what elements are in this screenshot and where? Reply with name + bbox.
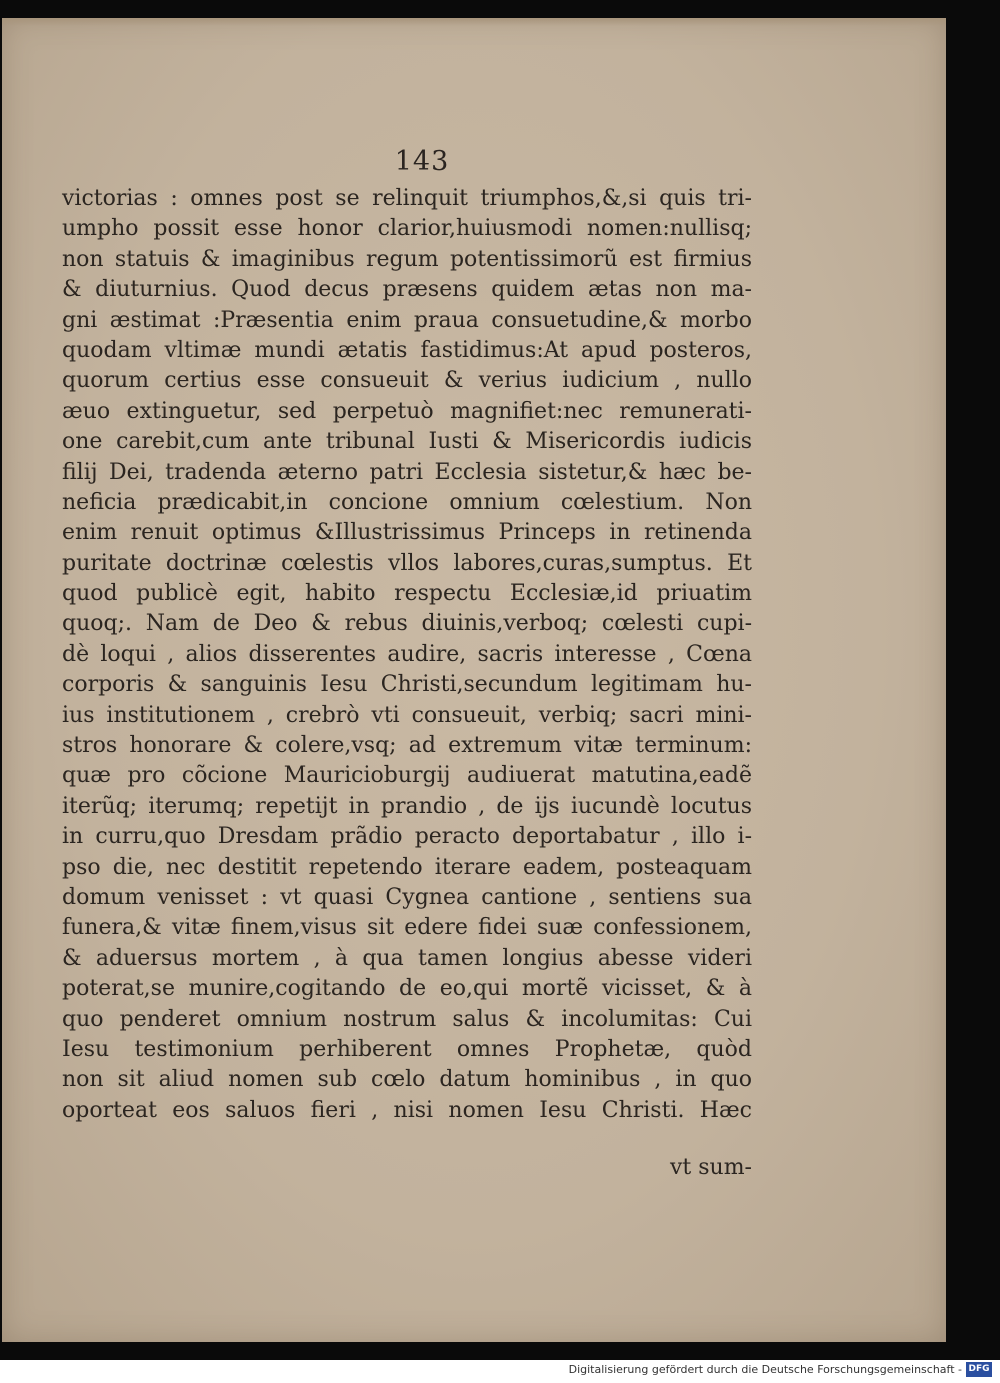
- book-page: [2, 18, 946, 1342]
- page-top-edge: [2, 18, 946, 26]
- text-line: quo penderet omnium nostrum salus & incolumitas: Cui: [62, 1006, 752, 1032]
- text-line: enim renuit optimus &Illustrissimus Princeps in retinenda: [62, 520, 752, 546]
- text-line: oporteat eos saluos fieri , nisi nomen Iesu Christi. Hæc: [62, 1097, 752, 1123]
- dfg-logo-icon: DFG: [966, 1362, 992, 1377]
- text-line: corporis & sanguinis Iesu Christi,secundum legitimam hu-: [62, 672, 752, 698]
- text-line: puritate doctrinæ cœlestis vllos labores,curas,sumptus. Et: [62, 550, 752, 576]
- text-line: quæ pro cõcione Mauricioburgij audiuerat matutina,eadẽ: [62, 763, 752, 789]
- text-line: quod publicè egit, habito respectu Ecclesiæ,id priuatim: [62, 581, 752, 607]
- text-line: stros honorare & colere,vsq; ad extremum vitæ terminum:: [62, 733, 752, 759]
- body-text: [62, 184, 752, 1126]
- text-line: quoq;. Nam de Deo & rebus diuinis,verboq; cœlesti cupi-: [62, 611, 752, 637]
- text-line: iterũq; iterumq; repetijt in prandio , de ijs iucundè locutus: [62, 793, 752, 819]
- footer-bar: [0, 1360, 1000, 1383]
- text-line: dè loqui , alios disserentes audire, sacris interesse , Cœna: [62, 641, 752, 667]
- text-line: in curru,quo Dresdam prãdio peracto deportabatur , illo i-: [62, 824, 752, 850]
- text-line: quorum certius esse consueuit & verius iudicium , nullo: [62, 368, 752, 394]
- funding-notice: Digitalisierung gefördert durch die Deutsche Forschungsgemeinschaft -: [568, 1363, 962, 1376]
- text-line: umpho possit esse honor clarior,huiusmodi nomen:nullisq;: [62, 216, 752, 242]
- text-line: poterat,se munire,cogitando de eo,qui mortẽ vicisset, & à: [62, 976, 752, 1002]
- text-line: pso die, nec destitit repetendo iterare eadem, posteaquam: [62, 854, 752, 880]
- text-line: & diuturnius. Quod decus præsens quidem ætas non ma-: [62, 277, 752, 303]
- text-line: filij Dei, tradenda æterno patri Ecclesia sistetur,& hæc be-: [62, 459, 752, 485]
- text-line: quodam vltimæ mundi ætatis fastidimus:At apud posteros,: [62, 337, 752, 363]
- page-number: 143: [394, 146, 450, 177]
- text-line: gni æstimat :Præsentia enim praua consuetudine,& morbo: [62, 307, 752, 333]
- text-line: neficia prædicabit,in concione omnium cœlestium. Non: [62, 489, 752, 515]
- text-line: victorias : omnes post se relinquit triumphos,&,si quis tri-: [62, 186, 752, 211]
- text-line: Iesu testimonium perhiberent omnes Prophetæ, quòd: [62, 1036, 752, 1062]
- text-line: æuo extinguetur, sed perpetuò magnifiet:nec remunerati-: [62, 398, 752, 424]
- text-line: non statuis & imaginibus regum potentissimorũ est firmius: [62, 246, 752, 272]
- text-line: domum venisset : vt quasi Cygnea cantione , sentiens sua: [62, 884, 752, 910]
- catchword: vt sum-: [669, 1155, 752, 1180]
- text-line: one carebit,cum ante tribunal Iusti & Misericordis iudicis: [62, 429, 752, 455]
- text-line: ius institutionem , crebrò vti consueuit, verbiq; sacri mini-: [62, 702, 752, 728]
- text-line: non sit aliud nomen sub cœlo datum hominibus , in quo: [62, 1067, 752, 1093]
- text-line: funera,& vitæ finem,visus sit edere fidei suæ confessionem,: [62, 915, 752, 941]
- text-line: & aduersus mortem , à qua tamen longius abesse videri: [62, 945, 752, 971]
